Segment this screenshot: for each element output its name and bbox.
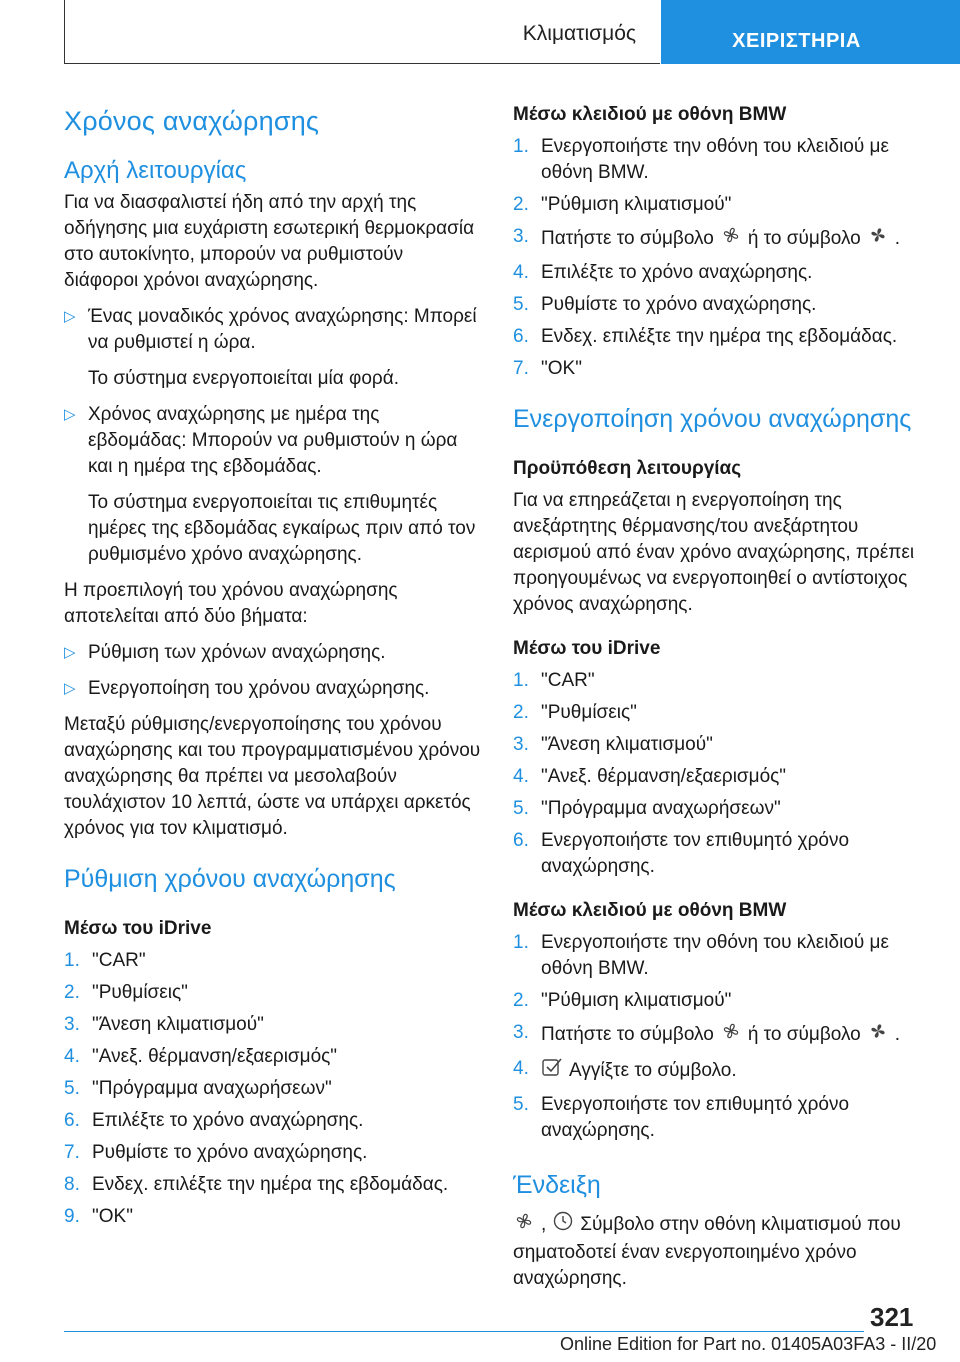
display-heading: Ένδειξη — [513, 1171, 601, 1199]
steps-list — [64, 640, 482, 702]
list-item: 4. "Ανεξ. θέρμανση/εξαερισμός" — [513, 766, 787, 787]
chapter-title: Κλιματισμός — [522, 22, 636, 45]
list-item: 6. Ενδεχ. επιλέξτε την ημέρα της εβδομάδας. — [513, 326, 898, 347]
timing-note: Μεταξύ ρύθμισης/ενεργοποίησης του χρόνου αναχώρησης και του προγραμματισμένου χρόνου αναχώρησης θα πρέπει να μεσολαβούν τουλάχιστον 10 λεπτά, ώστε να υπάρχει αρκετός χρόνος για τον κλιματισμό. — [64, 714, 481, 839]
fan-filled-icon — [867, 1020, 889, 1050]
fan-outline-icon — [720, 224, 742, 254]
list-item: 6. Ενεργοποιήστε τον επιθυμητό χρόνο αναχώρησης. — [513, 830, 850, 877]
principle-text: Για να διασφαλιστεί ήδη από την αρχή της οδήγησης μια ευχάριστη εσωτερική θερμοκρασία στο αυτοκίνητο, μπορούν να ρυθμιστούν διάφοροι χρόνοι αναχώρησης. — [64, 192, 475, 291]
right-column — [513, 102, 933, 1302]
list-item: 5. "Πρόγραμμα αναχωρήσεων" — [64, 1078, 332, 1099]
list-item: ▷ Ρύθμιση των χρόνων αναχώρησης. — [64, 640, 482, 666]
display-text-paragraph: , Σύμβολο στην οθόνη κλιματισμού που σηματοδοτεί έναν ενεργοποιημένο χρόνο αναχώρησης. — [513, 1210, 933, 1292]
departure-types-list — [64, 304, 482, 568]
list-item: 3. Πατήστε το σύμβολο ή το σύμβολο . — [513, 224, 933, 254]
list-item: 1. "CAR" — [513, 670, 595, 691]
list-item: 2. "Ρύθμιση κλιματισμού" — [513, 990, 732, 1011]
fan-outline-icon — [720, 1020, 742, 1050]
list-item: 8. Ενδεχ. επιλέξτε την ημέρα της εβδομάδας. — [64, 1174, 449, 1195]
triangle-bullet-icon: ▷ — [64, 680, 76, 697]
idrive-steps-list — [64, 948, 482, 1230]
list-item: 1. Ενεργοποιήστε την οθόνη του κλειδιού με οθόνη BMW. — [513, 932, 889, 979]
edition-text: Online Edition for Part no. 01405A03FA3 - II/20 — [560, 1334, 937, 1354]
list-item: 1. Ενεργοποιήστε την οθόνη του κλειδιού με οθόνη BMW. — [513, 136, 889, 183]
list-item: 5. Ενεργοποιήστε τον επιθυμητό χρόνο αναχώρησης. — [513, 1094, 850, 1141]
idrive-steps-list-2 — [513, 668, 933, 880]
prereq-heading: Προϋπόθεση λειτουργίας — [513, 458, 742, 479]
list-item: 5. "Πρόγραμμα αναχωρήσεων" — [513, 798, 781, 819]
steps-intro: Η προεπιλογή του χρόνου αναχώρησης αποτελείται από δύο βήματα: — [64, 580, 398, 627]
list-item: 3. "Άνεση κλιματισμού" — [64, 1014, 264, 1035]
activation-heading: Ενεργοποίηση χρόνου αναχώρησης — [513, 405, 912, 433]
list-item: 3. Πατήστε το σύμβολο ή το σύμβολο . — [513, 1020, 933, 1050]
triangle-bullet-icon: ▷ — [64, 406, 76, 423]
principle-heading: Αρχή λειτουργίας — [64, 157, 247, 184]
list-item: 1. "CAR" — [64, 950, 146, 971]
list-item: 5. Ρυθμίστε το χρόνο αναχώρησης. — [513, 294, 817, 315]
list-item: 6. Επιλέξτε το χρόνο αναχώρησης. — [64, 1110, 364, 1131]
triangle-bullet-icon: ▷ — [64, 308, 76, 325]
list-item: 3. "Άνεση κλιματισμού" — [513, 734, 713, 755]
page-number: 321 — [870, 1302, 914, 1332]
left-column — [64, 96, 482, 1236]
section-tab[interactable]: ΧΕΙΡΙΣΤΗΡΙΑ — [661, 0, 960, 64]
list-item: ▷ Χρόνος αναχώρησης με ημέρα της εβδομάδας: Μπορούν να ρυθμιστούν η ώρα και η ημέρα της εβδομάδας. Το σύστημα ενεργοποιείται τις επιθυμητές ημέρες της εβδομάδας εγκαίρως πριν από τον ρυθμισμένο χρόνο αναχώρησης. — [64, 404, 476, 565]
page-title: Χρόνος αναχώρησης — [64, 106, 320, 136]
triangle-bullet-icon: ▷ — [64, 644, 76, 661]
key-heading-1: Μέσω κλειδιού με οθόνη BMW — [513, 104, 787, 125]
clock-icon — [552, 1210, 574, 1240]
list-item: 4. "Ανεξ. θέρμανση/εξαερισμός" — [64, 1046, 338, 1067]
list-item: 4. Επιλέξτε το χρόνο αναχώρησης. — [513, 262, 813, 283]
header-divider-bottom — [64, 63, 660, 64]
fan-filled-icon — [867, 224, 889, 254]
prereq-text: Για να επηρεάζεται η ενεργοποίηση της ανεξάρτητης θέρμανσης/του ανεξάρτητου αερισμού από έναν χρόνο αναχώρησης, πρέπει προηγουμένως να ενεργοποιηθεί ο αντίστοιχος χρόνος αναχώρησης. — [513, 490, 915, 615]
key-steps-list-1 — [513, 134, 933, 382]
key-heading-2: Μέσω κλειδιού με οθόνη BMW — [513, 900, 787, 921]
idrive-heading-2: Μέσω του iDrive — [513, 638, 661, 659]
list-item: 4. Αγγίξτε το σύμβολο. — [513, 1056, 933, 1086]
list-item: 2. "Ρυθμίσεις" — [64, 982, 188, 1003]
list-item: 2. "Ρύθμιση κλιματισμού" — [513, 194, 732, 215]
list-item: ▷ Ένας μοναδικός χρόνος αναχώρησης: Μπορεί να ρυθμιστεί η ώρα. Το σύστημα ενεργοποιείται μία φορά. — [64, 306, 477, 389]
list-item: 9. "OK" — [64, 1206, 133, 1227]
fan-outline-icon — [513, 1210, 535, 1240]
setting-heading: Ρύθμιση χρόνου αναχώρησης — [64, 865, 396, 893]
list-item: 2. "Ρυθμίσεις" — [513, 702, 637, 723]
list-item: ▷ Ενεργοποίηση του χρόνου αναχώρησης. — [64, 676, 482, 702]
checkbox-icon — [541, 1056, 563, 1086]
list-item: 7. Ρυθμίστε το χρόνο αναχώρησης. — [64, 1142, 368, 1163]
idrive-heading: Μέσω του iDrive — [64, 918, 212, 939]
key-steps-list-2 — [513, 930, 933, 1144]
footer-divider — [64, 1331, 864, 1332]
list-item: 7. "OK" — [513, 358, 582, 379]
